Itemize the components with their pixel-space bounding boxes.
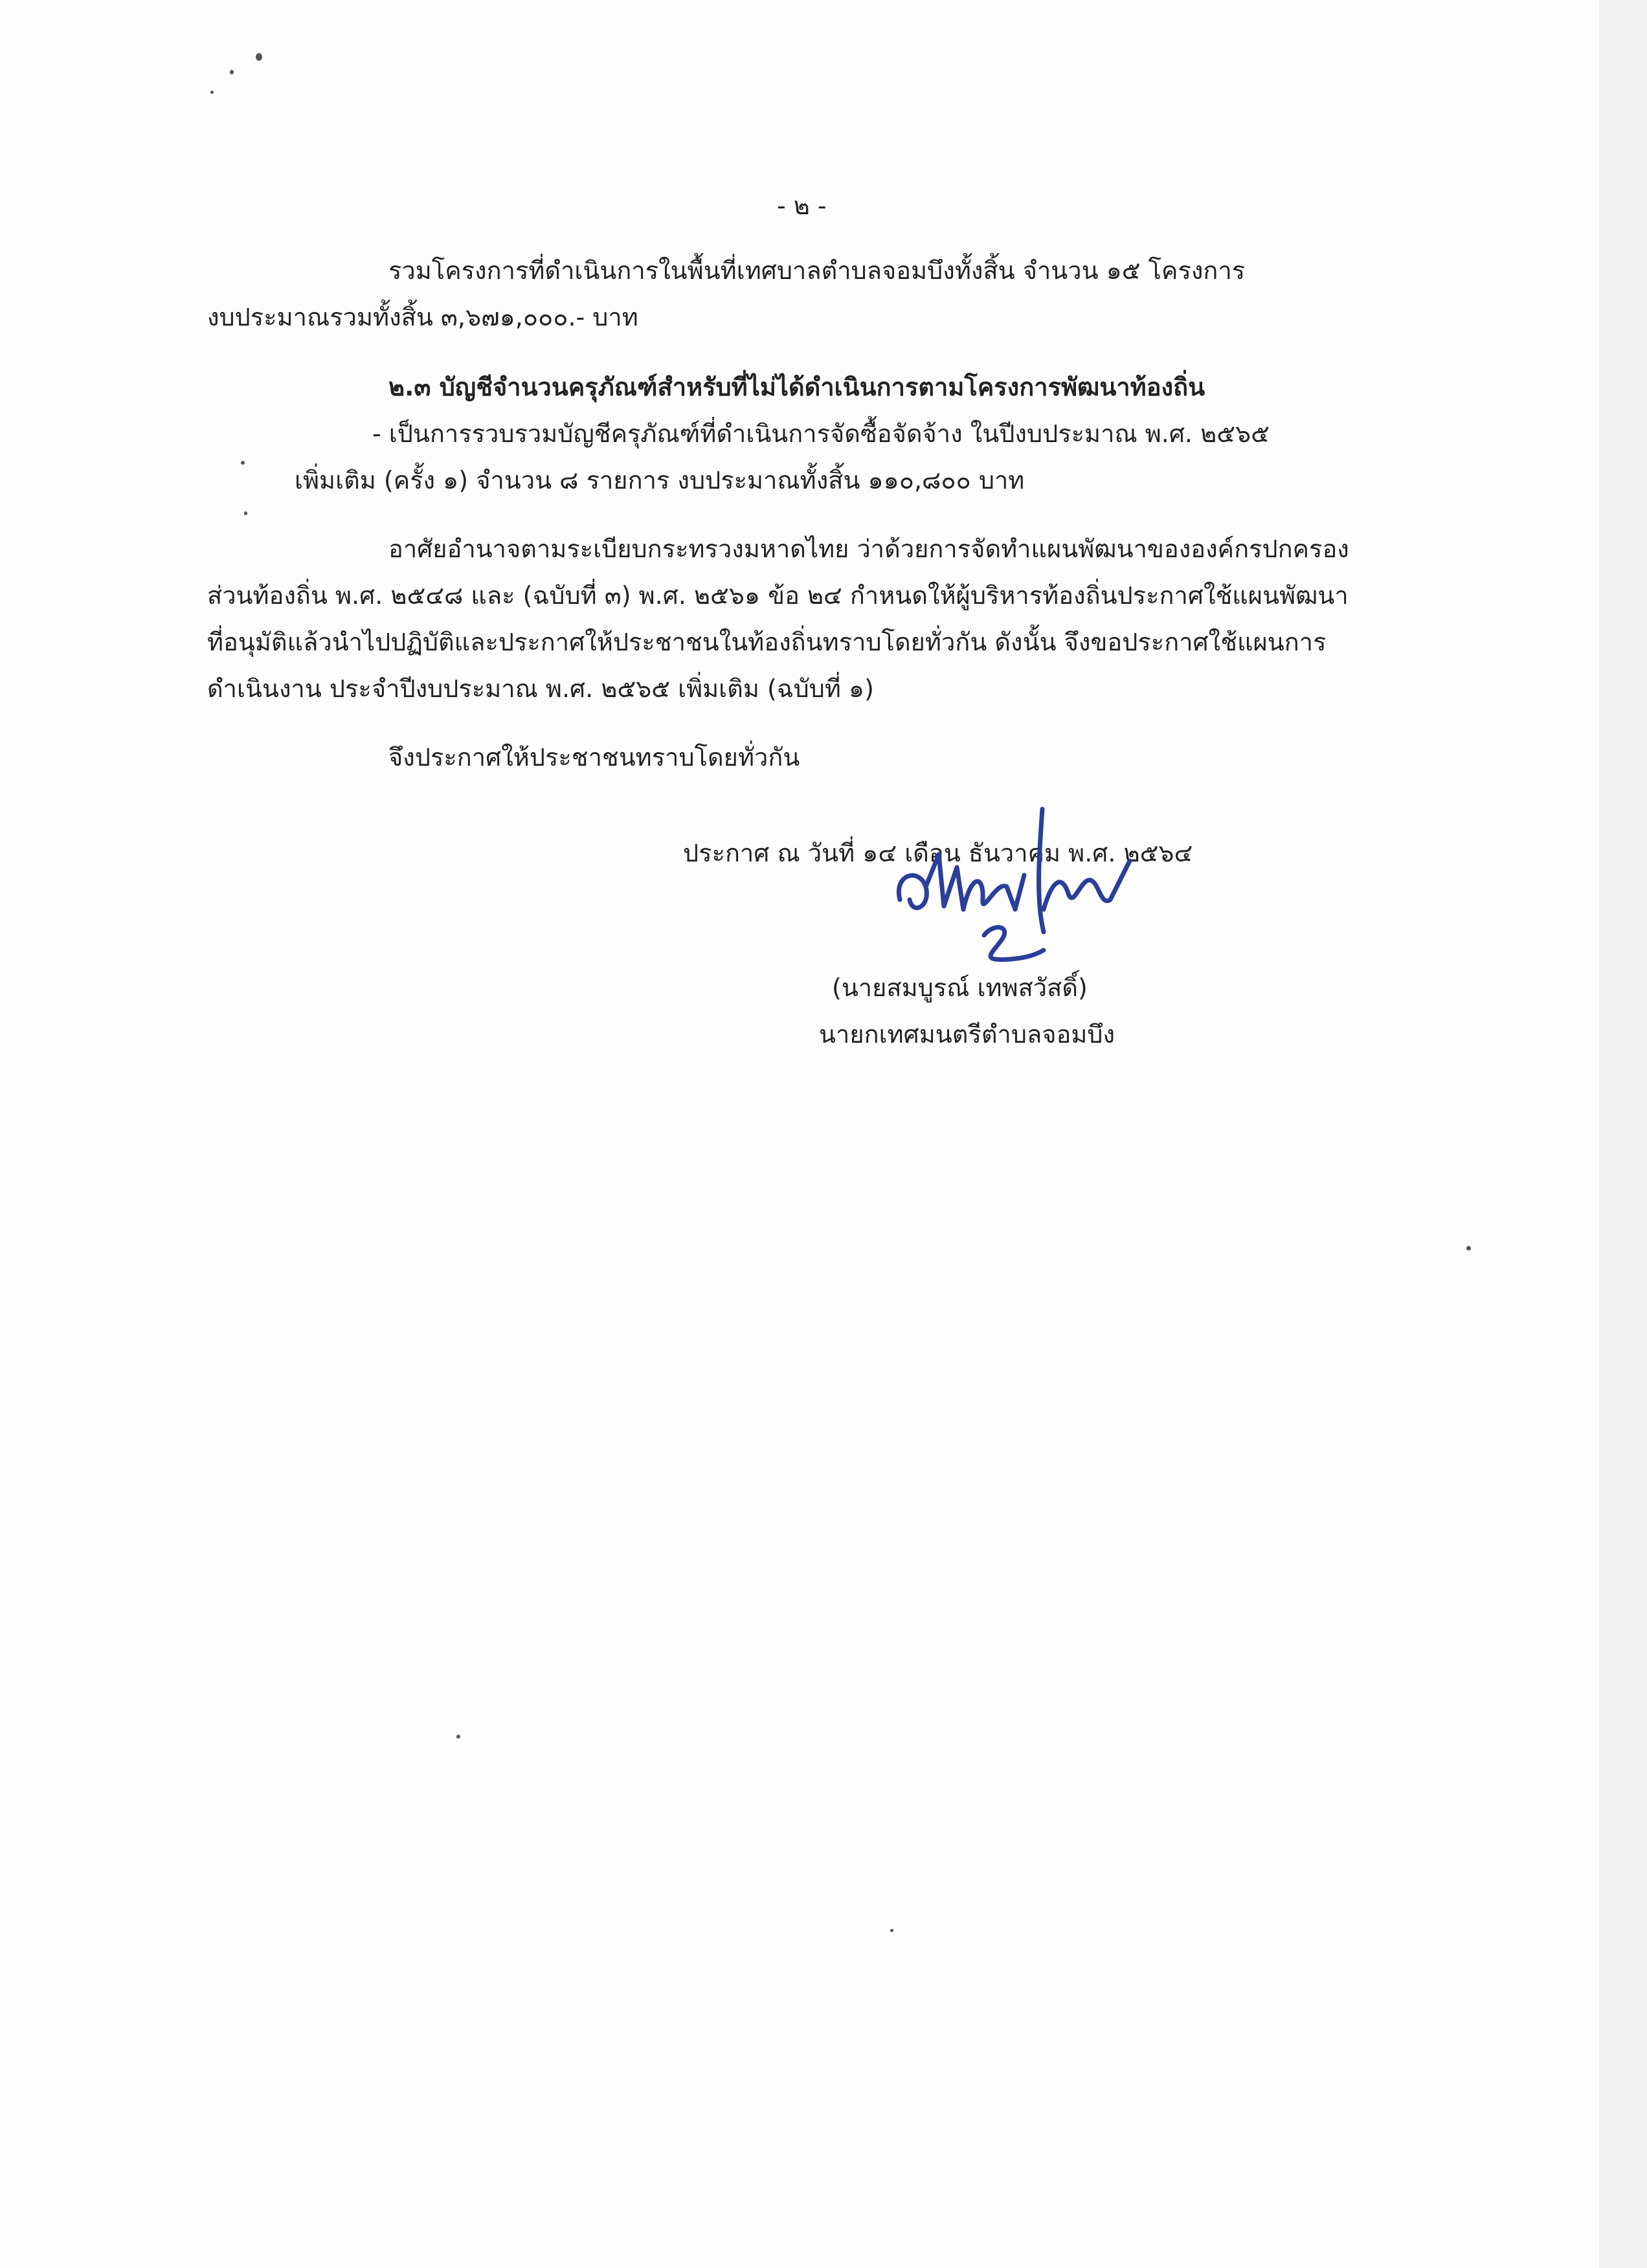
scan-speck [241, 461, 245, 465]
scan-speck [230, 70, 234, 74]
scan-edge [1599, 0, 1647, 2268]
signatory-name: (นายสมบูรณ์ เทพสวัสดิ์) [832, 973, 1088, 1002]
scan-speck [256, 53, 262, 61]
scan-speck [1466, 1246, 1471, 1251]
authority-line-4: ดำเนินงาน ประจำปีงบประมาณ พ.ศ. ๒๕๖๕ เพิ่มเติม (ฉบับที่ ๑) [207, 674, 874, 703]
page-number: - ๒ - [777, 192, 827, 220]
authority-line-1: อาศัยอำนาจตามระเบียบกระทรวงมหาดไทย ว่าด้วยการจัดทำแผนพัฒนาขององค์กรปกครอง [388, 535, 1349, 563]
announce-line: จึงประกาศให้ประชาชนทราบโดยทั่วกัน [388, 743, 800, 772]
scan-speck [210, 91, 214, 94]
date-line: ประกาศ ณ วันที่ ๑๔ เดือน ธันวาคม พ.ศ. ๒๕๖๔ [683, 839, 1193, 867]
signatory-position: นายกเทศมนตรีตำบลจอมบึง [819, 1020, 1115, 1049]
authority-line-2: ส่วนท้องถิ่น พ.ศ. ๒๕๔๘ และ (ฉบับที่ ๓) พ.ศ. ๒๕๖๑ ข้อ ๒๔ กำหนดให้ผู้บริหารท้องถิ่นประกาศใช้แผนพัฒนา [207, 581, 1349, 610]
summary-line-1: รวมโครงการที่ดำเนินการในพื้นที่เทศบาลตำบลจอมบึงทั้งสิ้น จำนวน ๑๕ โครงการ [388, 256, 1246, 285]
scan-speck [456, 1735, 460, 1739]
authority-line-3: ที่อนุมัติแล้วนำไปปฏิบัติและประกาศให้ประชาชนในท้องถิ่นทราบโดยทั่วกัน ดังนั้น จึงขอประกาศใช้แผนการ [207, 628, 1327, 656]
scan-speck [244, 511, 247, 515]
section-item-line-2: เพิ่มเติม (ครั้ง ๑) จำนวน ๘ รายการ งบประมาณทั้งสิ้น ๑๑๐,๘๐๐ บาท [295, 466, 1025, 495]
signature [874, 803, 1146, 997]
section-heading: ๒.๓ บัญชีจำนวนครุภัณฑ์สำหรับที่ไม่ได้ดำเนินการตามโครงการพัฒนาท้องถิ่น [388, 373, 1205, 401]
scan-speck [890, 1929, 893, 1932]
section-item-line-1: - เป็นการรวบรวมบัญชีครุภัณฑ์ที่ดำเนินการจัดซื้อจัดจ้าง ในปีงบประมาณ พ.ศ. ๒๕๖๕ [372, 419, 1270, 448]
summary-line-2: งบประมาณรวมทั้งสิ้น ๓,๖๗๑,๐๐๐.- บาท [207, 303, 638, 331]
